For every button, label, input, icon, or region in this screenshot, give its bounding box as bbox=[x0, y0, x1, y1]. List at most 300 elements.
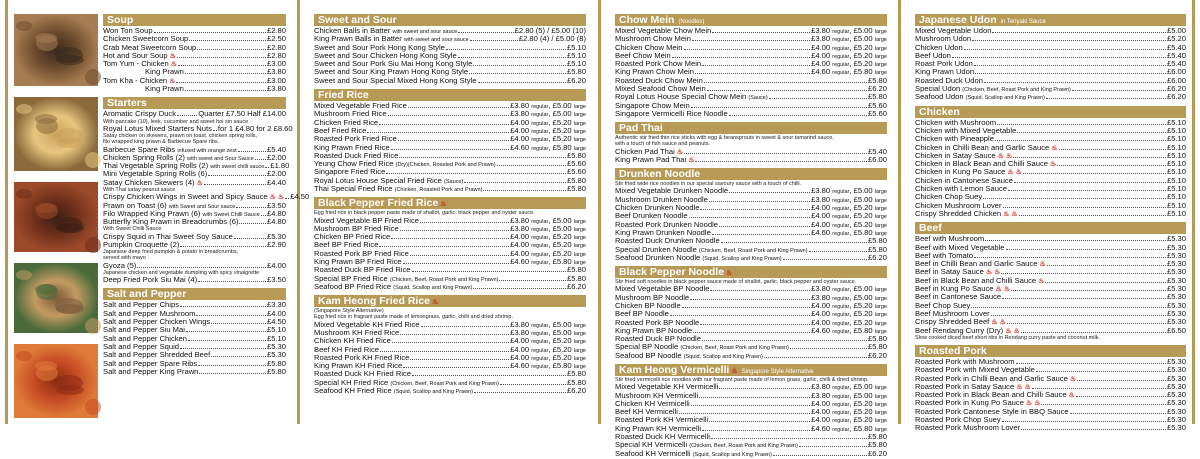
size-large: large bbox=[874, 197, 887, 204]
section-header bbox=[314, 14, 586, 26]
dot-leader bbox=[712, 32, 810, 33]
item-detail: with sweet and sour sauce bbox=[403, 37, 469, 44]
item-price-wrap: £3.80 regular, £5.00 large bbox=[510, 101, 586, 111]
item-price-wrap: £4.60 regular, £5.80 large bbox=[510, 257, 586, 267]
item-name: Won Ton Soup bbox=[103, 26, 153, 35]
chili-icon: ♨ bbox=[1011, 210, 1018, 218]
dot-leader bbox=[180, 348, 266, 349]
chili-icon: ♨ bbox=[1007, 169, 1014, 177]
item-price: £3.50 bbox=[266, 275, 286, 285]
item-price: £3.80 bbox=[811, 390, 831, 400]
item-name: Mushroom KH Fried Rice bbox=[314, 327, 400, 337]
size-regular: regular bbox=[832, 230, 850, 237]
chicken-sauce-photo-detail bbox=[55, 375, 83, 391]
item-price: £4.60 bbox=[811, 227, 831, 237]
dot-leader bbox=[213, 130, 217, 131]
menu-column-2 bbox=[314, 14, 586, 395]
item-price: £5.80 bbox=[867, 440, 887, 450]
item-detail: with sweet and sour sauce bbox=[392, 29, 458, 35]
item-name: Mixed Vegetable Chow Mein bbox=[615, 26, 712, 35]
item-name: Thai Vegetable Spring Rolls (2) bbox=[103, 161, 209, 171]
size-large: large bbox=[573, 112, 586, 119]
section-header bbox=[915, 106, 1186, 118]
item-name-wrap bbox=[103, 110, 176, 118]
dot-leader bbox=[1076, 396, 1166, 397]
menu-column-4 bbox=[915, 14, 1186, 433]
item-price: £6.00 bbox=[1166, 75, 1186, 85]
item-name: Beef BP Noodle bbox=[615, 309, 669, 319]
menu-item bbox=[103, 218, 286, 226]
item-price: Quarter £7.50 Half £14.00 bbox=[198, 109, 286, 119]
item-name-wrap bbox=[615, 352, 763, 361]
dot-leader bbox=[670, 315, 810, 316]
dot-leader bbox=[469, 73, 566, 74]
chili-icon: ♨ bbox=[726, 270, 733, 278]
item-note: Egg fried rice in fragrant paste made of lemongrass, garlic, chilli and dried shrimp. bbox=[314, 314, 514, 321]
item-detail: (Chicken, Beef, Roast Pork and King Prawn) bbox=[680, 345, 789, 352]
item-price: £3.80 bbox=[510, 215, 530, 225]
item-price: £5.30 bbox=[1166, 406, 1186, 416]
item-price-wrap: £4.00 regular, £5.20 large bbox=[510, 336, 586, 346]
item-price: £3.80 bbox=[510, 109, 530, 119]
menu-item bbox=[103, 262, 286, 270]
item-price: £4.60 bbox=[510, 257, 530, 267]
item-price: £2.00 bbox=[266, 169, 286, 179]
size-regular: regular bbox=[531, 355, 549, 362]
item-price: £6.20 bbox=[1166, 92, 1186, 102]
dot-leader bbox=[408, 107, 509, 108]
item-price: £4.00 bbox=[510, 125, 530, 135]
size-regular: regular bbox=[832, 45, 850, 52]
chili-icon: ♨ bbox=[1005, 152, 1013, 160]
item-price-wrap bbox=[267, 368, 286, 376]
item-note: Satay chicken on skewers, prawn on toast, chicken spring rolls, bbox=[103, 133, 258, 140]
item-name: Roasted Duck Drunken Noodle bbox=[615, 236, 720, 246]
item-price: £5.10 bbox=[1166, 159, 1186, 169]
chili-icon: ♨ bbox=[1069, 375, 1077, 383]
item-price-wrap bbox=[868, 450, 887, 458]
dot-leader bbox=[198, 365, 266, 366]
size-regular: regular bbox=[531, 251, 549, 258]
size-large: large bbox=[573, 339, 586, 346]
dot-leader bbox=[1019, 215, 1166, 216]
item-price-wrap: £4.60 regular, £5.80 large bbox=[811, 325, 887, 335]
dot-leader bbox=[470, 40, 518, 41]
dot-leader bbox=[790, 348, 867, 349]
item-price: £4.00 bbox=[811, 59, 831, 69]
dot-leader bbox=[412, 271, 566, 272]
item-price-wrap bbox=[868, 254, 887, 262]
item-price-wrap bbox=[267, 179, 286, 187]
size-regular: regular bbox=[531, 128, 549, 135]
item-price: £5.30 bbox=[1166, 365, 1186, 375]
item-name: Roasted Duck Udon bbox=[915, 75, 983, 85]
item-name: Sweet and Sour King Prawn Hong Kong Style bbox=[314, 67, 469, 77]
item-name: Roasted Duck BP Noodle bbox=[615, 334, 701, 344]
size-regular: regular bbox=[832, 401, 850, 408]
section-header bbox=[915, 14, 1186, 26]
item-price: £5.80 bbox=[566, 273, 586, 283]
size-large: large bbox=[573, 104, 586, 111]
item-price-wrap: £4.60 regular, £5.80 large bbox=[811, 67, 887, 77]
item-price: £5.10 bbox=[566, 50, 586, 60]
dot-leader bbox=[178, 65, 266, 66]
dot-leader bbox=[764, 357, 867, 358]
dot-leader bbox=[952, 57, 1166, 58]
item-price-large: £5.00 bbox=[552, 101, 572, 111]
item-name: Chicken Fried Rice bbox=[314, 117, 379, 127]
item-name: Roasted Duck BP Fried Rice bbox=[314, 265, 411, 275]
section-title: Kam Heong Fried Rice bbox=[318, 295, 431, 308]
item-name: Beef Chop Suey bbox=[915, 300, 971, 310]
dot-leader bbox=[702, 65, 810, 66]
size-regular: regular bbox=[832, 37, 850, 44]
item-name: Special Udon bbox=[915, 84, 961, 94]
section-header bbox=[915, 345, 1186, 357]
dot-leader bbox=[473, 65, 566, 66]
item-price: £5.10 bbox=[1166, 117, 1186, 127]
dot-leader bbox=[473, 288, 566, 289]
dot-leader bbox=[500, 384, 566, 385]
item-price-large: £5.00 bbox=[853, 390, 873, 400]
item-name: Seafood BP Noodle bbox=[615, 350, 682, 360]
item-price-large: £5.20 bbox=[853, 42, 873, 52]
size-large: large bbox=[874, 230, 887, 237]
item-price-wrap: £4.00 regular, £5.20 large bbox=[811, 219, 887, 229]
chili-icon: ♨ bbox=[269, 194, 276, 202]
size-regular: regular bbox=[531, 112, 549, 119]
item-name: Chicken Udon bbox=[915, 42, 963, 52]
chili-icon: ♨ bbox=[991, 319, 998, 327]
item-price: £5.30 bbox=[1166, 317, 1186, 327]
section-header bbox=[615, 266, 887, 278]
item-detail: (Chicken, Roasted Pork and Prawn) bbox=[394, 187, 483, 194]
size-large: large bbox=[874, 53, 887, 60]
item-price: £3.80 bbox=[811, 34, 831, 44]
dot-leader bbox=[1016, 363, 1166, 364]
item-price: £4.00 bbox=[510, 134, 530, 144]
chili-icon: ♨ bbox=[1013, 327, 1020, 335]
size-regular: regular bbox=[531, 218, 549, 225]
dot-leader bbox=[769, 98, 867, 99]
dot-leader bbox=[971, 307, 1166, 308]
item-price: £3.80 bbox=[811, 382, 831, 392]
item-price: £3.80 bbox=[811, 26, 831, 35]
item-note: Egg fried rice in black pepper paste made of shallot, garlic, black pepper and oyster sauce. bbox=[314, 210, 535, 217]
section-title: Sweet and Sour bbox=[318, 14, 397, 26]
dot-leader bbox=[691, 405, 810, 406]
dot-leader bbox=[1013, 157, 1166, 158]
size-large: large bbox=[874, 295, 887, 302]
item-price-wrap: £3.80 regular, £5.00 large bbox=[510, 327, 586, 337]
dot-leader bbox=[391, 238, 509, 239]
item-name: Mixed Seafood Chow Mein bbox=[615, 84, 706, 94]
item-price: £4.00 bbox=[266, 308, 286, 318]
item-price: £2.80 (4) / £5.00 (8) bbox=[518, 34, 586, 44]
dot-leader bbox=[1001, 273, 1166, 274]
item-name: Chicken Pad Thai bbox=[615, 146, 675, 156]
item-price-wrap: £4.00 regular, £5.20 large bbox=[811, 42, 887, 52]
item-price-wrap: £4.00 regular, £5.20 large bbox=[510, 352, 586, 362]
menu-item bbox=[314, 77, 586, 85]
dot-leader bbox=[185, 73, 266, 74]
item-price-wrap: £4.00 regular, £5.20 large bbox=[811, 317, 887, 327]
dot-leader bbox=[710, 290, 810, 291]
item-name: Roasted Pork Chow Mein bbox=[615, 59, 702, 69]
item-price: £6.00 bbox=[867, 154, 887, 164]
item-name: Salt and Pepper Siu Mai bbox=[103, 325, 185, 335]
section-title: Starters bbox=[107, 97, 147, 110]
item-price-wrap bbox=[218, 125, 293, 133]
chili-icon: ♨ bbox=[170, 61, 177, 69]
section-title: Fried Rice bbox=[318, 89, 369, 102]
item-price-wrap: £4.00 regular, £5.20 large bbox=[811, 203, 887, 213]
item-price: £5.30 bbox=[1166, 398, 1186, 408]
size-regular: regular bbox=[832, 320, 850, 327]
dot-leader bbox=[1002, 298, 1166, 299]
item-price: £4.00 bbox=[266, 260, 286, 270]
item-price-large: £5.00 bbox=[552, 319, 572, 329]
dot-leader bbox=[1047, 265, 1166, 266]
item-name: Gyoza (5) bbox=[103, 260, 137, 270]
size-large: large bbox=[874, 410, 887, 417]
item-price: £5.60 bbox=[867, 100, 887, 110]
dot-leader bbox=[137, 267, 266, 268]
item-name: Chicken with Mushroom bbox=[915, 117, 997, 127]
section-title: Chow Mein bbox=[619, 14, 675, 26]
size-large: large bbox=[573, 128, 586, 135]
item-price-large: £5.80 bbox=[552, 257, 572, 267]
size-regular: regular bbox=[531, 322, 549, 329]
item-name: King Prawn Drunken Noodle bbox=[615, 227, 711, 237]
chili-icon: ♨ bbox=[994, 269, 1001, 277]
chili-icon: ♨ bbox=[676, 148, 684, 156]
dot-leader bbox=[400, 230, 509, 231]
item-price: £4.00 bbox=[510, 117, 530, 127]
dot-leader bbox=[410, 255, 509, 256]
chili-icon: ♨ bbox=[997, 152, 1004, 160]
dot-leader bbox=[234, 238, 266, 239]
dot-leader bbox=[379, 246, 509, 247]
item-name: Crispy Shredded Beef bbox=[915, 317, 990, 327]
dot-leader bbox=[799, 446, 867, 447]
item-name: Chicken BP Fried Rice bbox=[314, 232, 391, 242]
item-name: Mixed Vegetable BP Noodle bbox=[615, 284, 710, 294]
photo-strip bbox=[14, 14, 98, 429]
item-price: £6.20 bbox=[867, 252, 887, 262]
spare-ribs-photo-detail bbox=[16, 189, 32, 199]
item-name: Beef in Chilli Bean and Garlic Sauce bbox=[915, 259, 1038, 269]
size-regular: regular bbox=[531, 260, 549, 267]
item-price: £4.00 bbox=[510, 344, 530, 354]
menu-item bbox=[314, 387, 586, 395]
chili-icon: ♨ bbox=[277, 194, 285, 202]
menu-column-1 bbox=[103, 14, 310, 376]
item-price: £4.00 bbox=[811, 50, 831, 60]
item-note: Slow cooked diced beef short ribs in Rendang curry paste and coconut milk. bbox=[915, 334, 1100, 341]
item-name: Beef Drunken Noodle bbox=[615, 211, 688, 221]
dot-leader bbox=[964, 49, 1166, 50]
item-name: Mushroom BP Fried Rice bbox=[314, 223, 399, 233]
dot-leader bbox=[684, 49, 811, 50]
item-name: Salt and Pepper Chips bbox=[103, 300, 179, 310]
menu-item bbox=[103, 241, 286, 249]
item-price: £3.00 bbox=[266, 75, 286, 85]
item-price-large: £5.00 bbox=[552, 215, 572, 225]
size-regular: regular bbox=[531, 104, 549, 111]
item-price: £5.80 bbox=[867, 334, 887, 344]
dot-leader bbox=[204, 184, 266, 185]
item-name: Beef in Cantonese Sauce bbox=[915, 292, 1002, 302]
item-price: £4.00 bbox=[510, 232, 530, 242]
item-price: £4.60 bbox=[811, 67, 831, 77]
item-name: Crab Meat Sweetcorn Soup bbox=[103, 42, 197, 52]
item-price: £3.80 bbox=[266, 84, 286, 94]
dot-leader bbox=[985, 240, 1166, 241]
item-price-large: £5.20 bbox=[853, 407, 873, 417]
size-regular: regular bbox=[531, 347, 549, 354]
item-name: Special Drunken Noodle bbox=[615, 244, 697, 254]
item-name: Roasted Pork KH Vermicelli bbox=[615, 415, 709, 425]
item-name-wrap bbox=[103, 368, 198, 376]
item-price: £5.80 bbox=[867, 342, 887, 352]
item-price: £4.00 bbox=[811, 398, 831, 408]
item-name: Butterfly King Prawn in Breadcrumbs (6) bbox=[103, 217, 239, 227]
item-price: £4.00 bbox=[811, 309, 831, 319]
item-price: £2.80 bbox=[266, 26, 286, 35]
menu-item bbox=[915, 327, 1186, 335]
size-large: large bbox=[573, 347, 586, 354]
item-price: £3.80 bbox=[811, 186, 831, 196]
item-price: £6.20 bbox=[566, 75, 586, 85]
item-name: Chicken KH Vermicelli bbox=[615, 398, 690, 408]
item-detail: with sweet and Sour Sauce bbox=[187, 155, 254, 162]
croquette-photo-detail bbox=[35, 284, 57, 294]
item-price: £4.00 bbox=[811, 407, 831, 417]
section-title: Salt and Pepper bbox=[107, 288, 187, 301]
size-regular: regular bbox=[832, 214, 850, 221]
item-name: Chicken in Satay Sauce bbox=[915, 150, 996, 160]
menu-column-3 bbox=[615, 14, 887, 458]
item-price: £3.00 bbox=[266, 59, 286, 69]
size-large: large bbox=[874, 312, 887, 319]
item-price: for 1 £4.80 for 2 £8.60 bbox=[217, 123, 293, 133]
chili-icon: ♨ bbox=[999, 319, 1006, 327]
item-name-wrap bbox=[103, 218, 238, 226]
item-price: £4.00 bbox=[811, 42, 831, 52]
item-price: £4.00 bbox=[510, 248, 530, 258]
item-price: £5.80 bbox=[566, 175, 586, 185]
item-price-large: £5.00 bbox=[552, 109, 572, 119]
menu-item bbox=[915, 424, 1186, 432]
dot-leader bbox=[497, 165, 566, 166]
dot-leader bbox=[702, 430, 810, 431]
dot-leader bbox=[700, 324, 810, 325]
item-price: £5.10 bbox=[1166, 184, 1186, 194]
dot-leader bbox=[239, 223, 266, 224]
item-price-wrap bbox=[1167, 327, 1186, 335]
size-large: large bbox=[874, 45, 887, 52]
dot-leader bbox=[682, 307, 810, 308]
item-note: With Thai satay peanut sauce bbox=[103, 187, 176, 194]
section-header bbox=[615, 14, 887, 26]
item-price: £3.80 bbox=[510, 101, 530, 111]
item-name-wrap bbox=[615, 450, 772, 459]
chili-icon: ♨ bbox=[1039, 261, 1046, 269]
item-name: Chicken KH Fried Rice bbox=[314, 336, 391, 346]
item-price: £6.20 bbox=[867, 350, 887, 360]
item-name: Royal Lotus House Special Chow Mein bbox=[615, 92, 747, 102]
size-large: large bbox=[874, 37, 887, 44]
item-name: Beef in Satay Sauce bbox=[915, 267, 984, 277]
dot-leader bbox=[995, 140, 1166, 141]
dot-leader bbox=[1072, 90, 1166, 91]
item-price-large: £5.20 bbox=[552, 352, 572, 362]
item-price: £5.80 bbox=[867, 75, 887, 85]
item-name: Beef KH Fried Rice bbox=[314, 344, 379, 354]
item-price: £4.00 bbox=[811, 211, 831, 221]
dot-leader bbox=[208, 175, 266, 176]
chili-icon: ♨ bbox=[1049, 161, 1057, 169]
spare-ribs-photo-detail bbox=[55, 217, 83, 233]
size-regular: regular bbox=[531, 339, 549, 346]
spring-rolls-photo-detail bbox=[55, 128, 83, 144]
item-price: £5.80 bbox=[566, 369, 586, 379]
item-price-wrap bbox=[567, 185, 586, 193]
item-price: £5.40 bbox=[1166, 50, 1186, 60]
dot-leader bbox=[783, 259, 867, 260]
dot-leader bbox=[1011, 290, 1166, 291]
item-price-large: £5.00 bbox=[853, 382, 873, 392]
item-note: (Singapore Style Alternative) bbox=[314, 308, 384, 315]
dot-leader bbox=[185, 90, 266, 91]
chili-icon: ♨ bbox=[995, 286, 1002, 294]
section-title: Drunken Noodle bbox=[619, 168, 701, 181]
item-name-wrap bbox=[615, 254, 782, 263]
item-price: £5.30 bbox=[1166, 373, 1186, 383]
item-name: Salt and Pepper Chicken bbox=[103, 333, 188, 343]
dot-leader bbox=[180, 246, 266, 247]
dot-leader bbox=[458, 32, 513, 33]
item-name: Crispy Shredded Chicken bbox=[915, 208, 1002, 218]
item-price-large: £5.20 bbox=[552, 232, 572, 242]
item-name-wrap bbox=[103, 276, 197, 284]
size-large: large bbox=[573, 355, 586, 362]
item-name: Salt and Pepper King Prawn bbox=[103, 366, 199, 376]
item-price: £4.00 bbox=[811, 415, 831, 425]
item-price-large: £5.00 bbox=[853, 34, 873, 44]
item-name: Roasted Pork BP Noodle bbox=[615, 317, 700, 327]
item-name: King Prawn Chow Mein bbox=[615, 67, 694, 77]
item-price-wrap: £4.60 regular, £5.80 large bbox=[811, 423, 887, 433]
dot-leader bbox=[691, 107, 867, 108]
item-price: £6.20 bbox=[1166, 84, 1186, 94]
item-note: filo wrapped king prawn & Barbecue Spare ribs. bbox=[103, 139, 220, 146]
size-large: large bbox=[573, 226, 586, 233]
item-price: £4.80 bbox=[266, 208, 286, 218]
chili-icon: ♨ bbox=[1034, 400, 1041, 408]
item-price-wrap: £4.00 regular, £5.20 large bbox=[811, 300, 887, 310]
item-price-wrap bbox=[267, 85, 286, 93]
item-name: Chicken BP Noodle bbox=[615, 300, 681, 310]
dot-leader bbox=[1003, 207, 1166, 208]
section-header bbox=[915, 222, 1186, 234]
item-name: Roasted Pork BP Fried Rice bbox=[314, 248, 409, 258]
item-name: King Prawn BP Fried Rice bbox=[314, 257, 402, 267]
item-name: Roast Pork Udon bbox=[915, 59, 973, 69]
item-price-large: £5.20 bbox=[552, 240, 572, 250]
menu-item bbox=[615, 254, 887, 262]
